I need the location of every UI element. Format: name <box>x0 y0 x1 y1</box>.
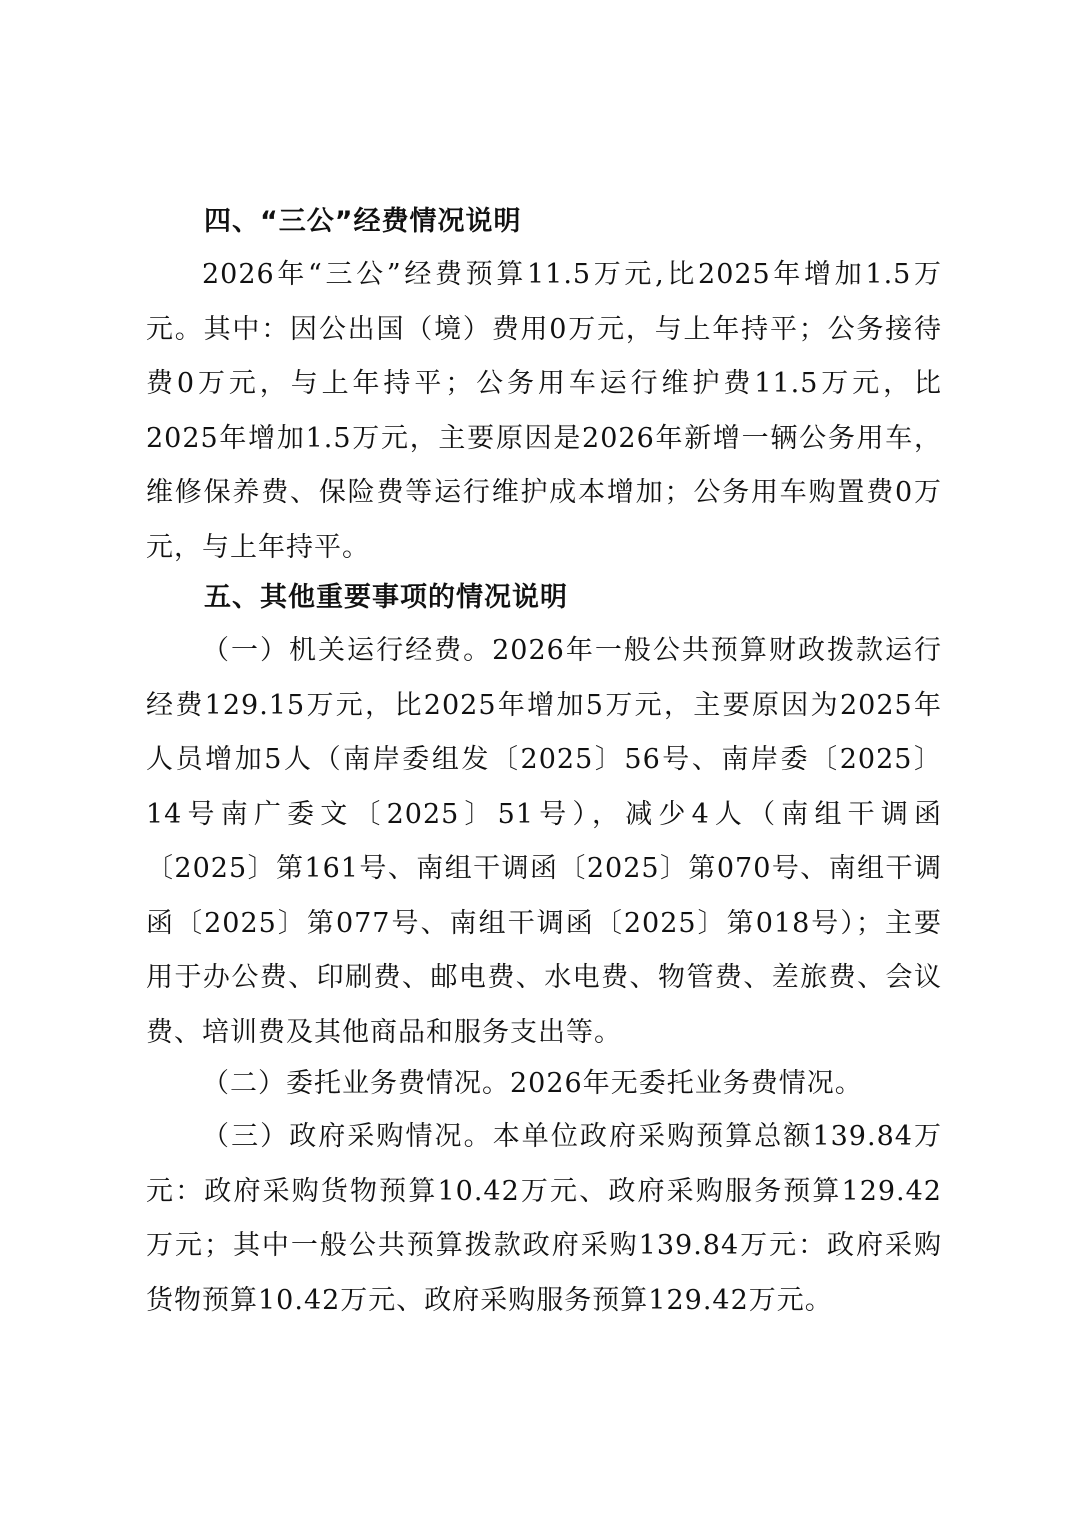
section-4-paragraph: 2026年“三公”经费预算11.5万元,比2025年增加1.5万元。其中：因公出国（境）费用0万元，与上年持平；公务接待费0万元，与上年持平；公务用车运行维护费11.5万元，比2025年增加1.5万元，主要原因是2026年新增一辆公务用车，维修保养费、保险费等运行维护成本增加；公务用车购置费0万元，与上年持平。 <box>146 259 942 563</box>
section-5-item-1: （一）机关运行经费。2026年一般公共预算财政拨款运行经费129.15万元，比2025年增加5万元，主要原因为2025年人员增加5人（南岸委组发〔2025〕56号、南岸委〔2025〕14号南广委文〔2025〕51号），减少4人（南组干调函〔2025〕第161号、南组干调函〔2025〕第070号、南组干调函〔2025〕第077号、南组干调函〔2025〕第018号）；主要用于办公费、印刷费、邮电费、水电费、物管费、差旅费、会议费、培训费及其他商品和服务支出等。 <box>146 635 942 1048</box>
section-5-heading: 五、其他重要事项的情况说明 <box>204 582 568 613</box>
section-4-heading: 四、“三公”经费情况说明 <box>204 206 522 237</box>
section-5-item-2: （二）委托业务费情况。2026年无委托业务费情况。 <box>202 1068 863 1099</box>
section-5-item-3: （三）政府采购情况。本单位政府采购预算总额139.84万元：政府采购货物预算10.42万元、政府采购服务预算129.42万元；其中一般公共预算拨款政府采购139.84万元：政府采购货物预算10.42万元、政府采购服务预算129.42万元。 <box>146 1121 942 1316</box>
